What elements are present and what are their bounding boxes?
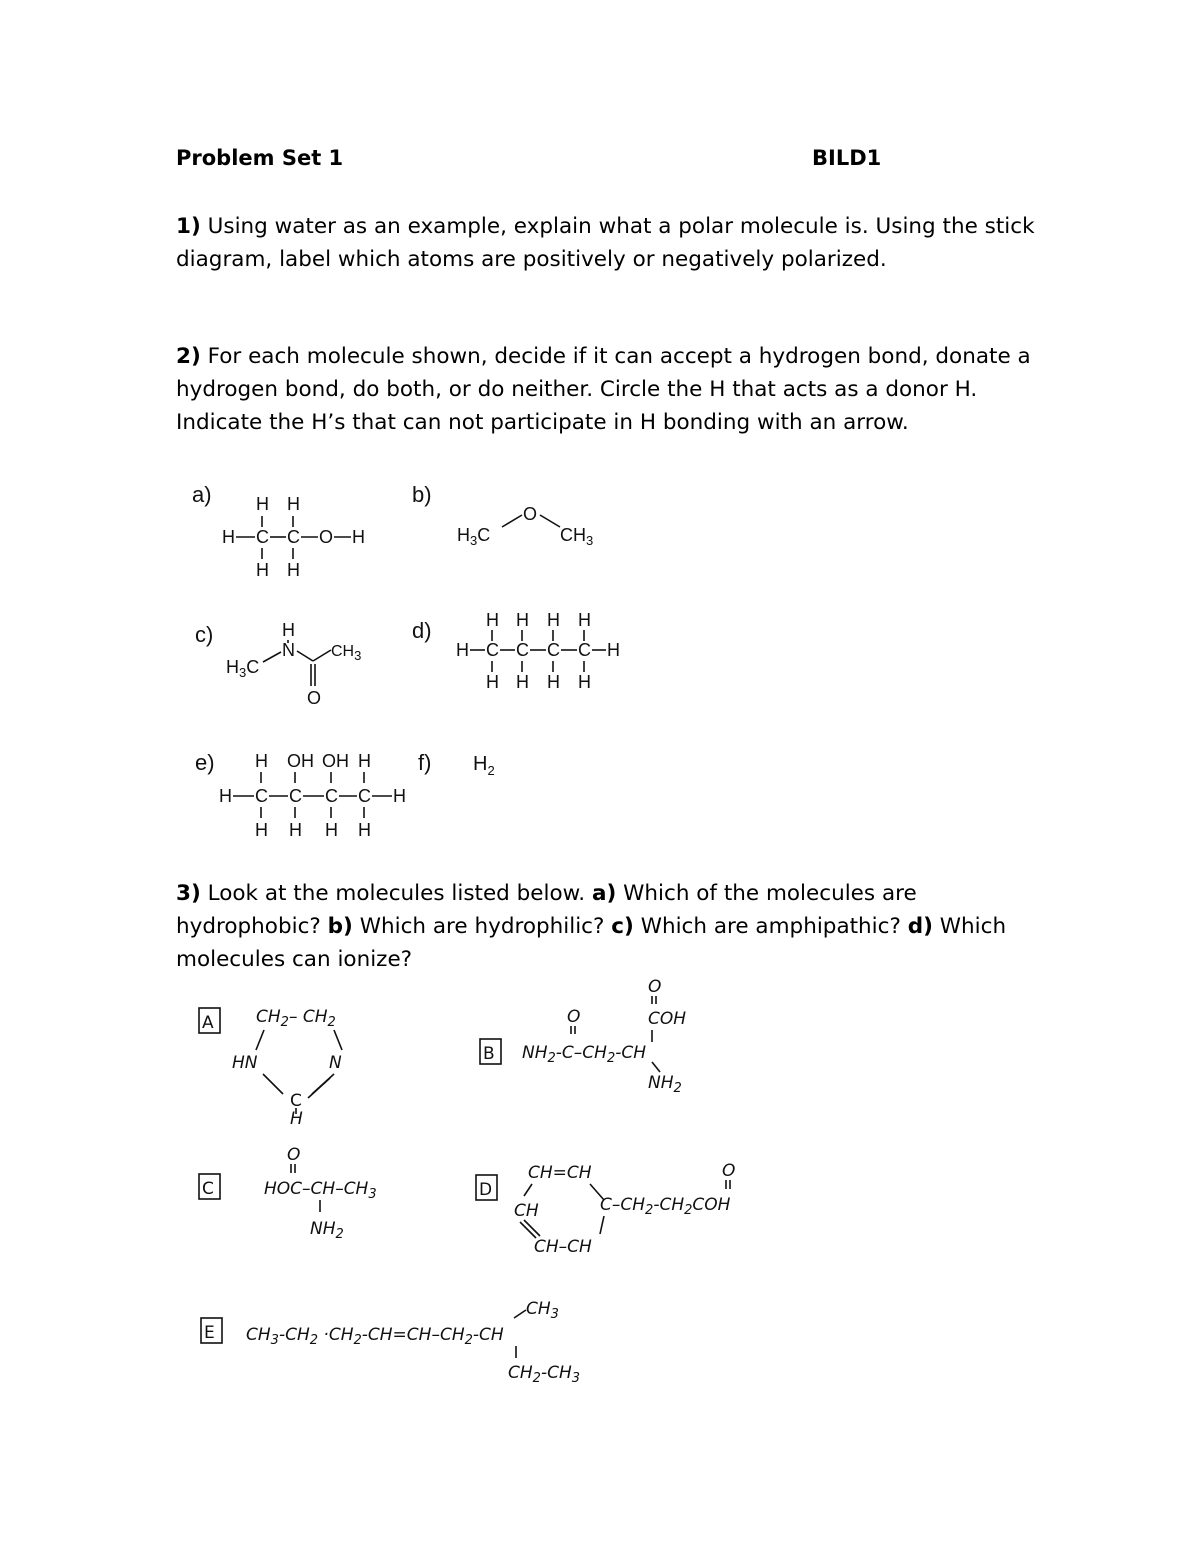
svg-text:H: H	[358, 751, 371, 771]
svg-text:H: H	[219, 786, 232, 806]
svg-text:H: H	[486, 672, 499, 692]
svg-text:OH: OH	[287, 751, 314, 771]
svg-text:CH3: $CH_3$	[331, 643, 362, 663]
svg-text:H: H	[290, 1109, 303, 1129]
svg-text:O: O	[523, 504, 538, 524]
svg-text:O: O	[648, 977, 662, 997]
svg-text:HOC–CH–CH3: HOC–$CH-CH_3$	[264, 1179, 377, 1202]
svg-text:CH2-CH3: $CH_2-CH_3$	[508, 1363, 581, 1386]
svg-text:H3C: $H_3C$	[226, 657, 260, 680]
svg-text:H: H	[578, 672, 591, 692]
svg-text:C: C	[287, 527, 300, 547]
svg-text:H: H	[607, 640, 620, 660]
svg-text:D: D	[479, 1180, 493, 1200]
svg-text:H: H	[516, 610, 529, 630]
svg-text:O: O	[307, 688, 322, 708]
svg-text:H: H	[289, 820, 302, 840]
label-a: a)	[192, 482, 212, 507]
svg-text:N: N	[329, 1053, 342, 1073]
svg-text:H: H	[578, 610, 591, 630]
box-label-c	[199, 1174, 220, 1199]
svg-text:NH2: $NH_2$	[310, 1219, 344, 1242]
question-3-number: 3)	[176, 881, 201, 906]
svg-text:C–CH2-CH2COH: $C-CH_2-CH_2COH$	[600, 1195, 731, 1218]
svg-text:O: O	[567, 1007, 581, 1027]
svg-text:H: H	[222, 527, 235, 547]
molecule-d-phenylpropanoic-acid	[514, 1161, 735, 1257]
svg-text:C: C	[290, 1091, 302, 1111]
molecule-e-alkene	[246, 1299, 580, 1386]
box-label-d	[476, 1175, 497, 1200]
svg-text:H2: $H_2$	[473, 753, 495, 778]
svg-text:C: C	[256, 527, 269, 547]
question-2-text: For each molecule shown, decide if it can accept a hydrogen bond, donate a hydrogen bond, do both, or do neither. Circle the H that acts as a donor H. Indicate the H’s that can not participate in H bonding with an arrow.	[176, 344, 1031, 435]
svg-text:H: H	[282, 620, 295, 640]
box-label-a	[199, 1008, 220, 1033]
molecule-c-alanine	[264, 1145, 377, 1242]
svg-text:O: O	[287, 1145, 301, 1165]
svg-text:E: E	[204, 1323, 215, 1343]
svg-text:H: H	[287, 560, 300, 580]
svg-text:C: C	[255, 786, 268, 806]
svg-text:C: C	[516, 640, 529, 660]
svg-text:H: H	[547, 610, 560, 630]
svg-text:NH2: $NH_2$	[648, 1073, 682, 1096]
svg-text:H: H	[255, 820, 268, 840]
question-1-text: Using water as an example, explain what a polar molecule is. Using the stick diagram, label which atoms are positively or negatively polarized.	[176, 214, 1035, 272]
box-label-b	[480, 1039, 501, 1064]
label-f: f)	[418, 750, 432, 775]
svg-text:H: H	[325, 820, 338, 840]
svg-text:H: H	[456, 640, 469, 660]
svg-text:CH2– CH2: $CH_2-$ $CH_2$	[256, 1007, 336, 1030]
svg-text:C: C	[547, 640, 560, 660]
question-3-a-label: a)	[591, 881, 617, 906]
question-3-b-label: b)	[327, 914, 353, 939]
svg-text:H: H	[256, 560, 269, 580]
label-e: e)	[195, 750, 215, 775]
svg-text:H: H	[393, 786, 406, 806]
question-3-c-label: c)	[611, 914, 634, 939]
svg-text:O: O	[722, 1161, 736, 1181]
molecule-b-asparagine	[522, 977, 686, 1096]
molecule-a-imidazoline	[232, 1007, 342, 1129]
svg-text:HN: HN	[232, 1053, 258, 1073]
question-3-c-text: Which are amphipathic?	[640, 914, 901, 939]
svg-text:H: H	[486, 610, 499, 630]
question-3-b-text: Which are hydrophilic?	[359, 914, 605, 939]
question-3-d-label: d)	[907, 914, 933, 939]
svg-text:H: H	[256, 494, 269, 514]
label-d: d)	[412, 618, 432, 643]
svg-text:C: C	[578, 640, 591, 660]
svg-text:A: A	[202, 1013, 214, 1033]
svg-text:COH: COH	[648, 1009, 687, 1029]
svg-text:CH3: $CH_3$	[526, 1299, 559, 1322]
label-c: c)	[195, 622, 214, 647]
svg-text:CH–CH: CH–CH	[534, 1237, 592, 1257]
svg-text:N: N	[282, 640, 295, 660]
svg-text:C: C	[289, 786, 302, 806]
question-3-d-text: Which molecules can ionize?	[176, 914, 1007, 972]
svg-text:C: C	[325, 786, 338, 806]
svg-text:NH2-C–CH2-CH: $NH_2-C-CH_2-CH$	[522, 1043, 647, 1066]
svg-text:B: B	[483, 1044, 495, 1064]
question-1-number: 1)	[176, 214, 201, 239]
svg-text:CH=CH: CH=CH	[528, 1163, 592, 1183]
svg-text:H: H	[547, 672, 560, 692]
svg-text:H: H	[255, 751, 268, 771]
svg-text:C: C	[358, 786, 371, 806]
svg-text:CH: CH	[514, 1201, 539, 1221]
svg-text:H3C: $H_3C$	[457, 525, 491, 548]
course-code: BILD1	[812, 146, 882, 170]
svg-text:C: C	[486, 640, 499, 660]
svg-text:CH3-CH2 ·CH2-CH=CH–CH2-CH: $CH_3-CH_2 \cdot CH_2-CH=CH-CH_2-CH$	[246, 1325, 504, 1348]
svg-text:O: O	[319, 527, 334, 547]
question-2-number: 2)	[176, 344, 201, 369]
question-3-a-text: Which of the molecules are hydrophobic?	[176, 881, 917, 939]
question-3-intro: Look at the molecules listed below.	[207, 881, 586, 906]
box-label-e	[201, 1318, 222, 1343]
label-b: b)	[412, 482, 432, 507]
svg-text:H: H	[516, 672, 529, 692]
svg-text:H: H	[352, 527, 365, 547]
svg-text:CH3: $CH_3$	[560, 525, 594, 548]
svg-text:C: C	[202, 1179, 214, 1199]
svg-text:H: H	[287, 494, 300, 514]
svg-text:OH: OH	[322, 751, 349, 771]
svg-text:H: H	[358, 820, 371, 840]
page-title: Problem Set 1	[176, 146, 344, 170]
